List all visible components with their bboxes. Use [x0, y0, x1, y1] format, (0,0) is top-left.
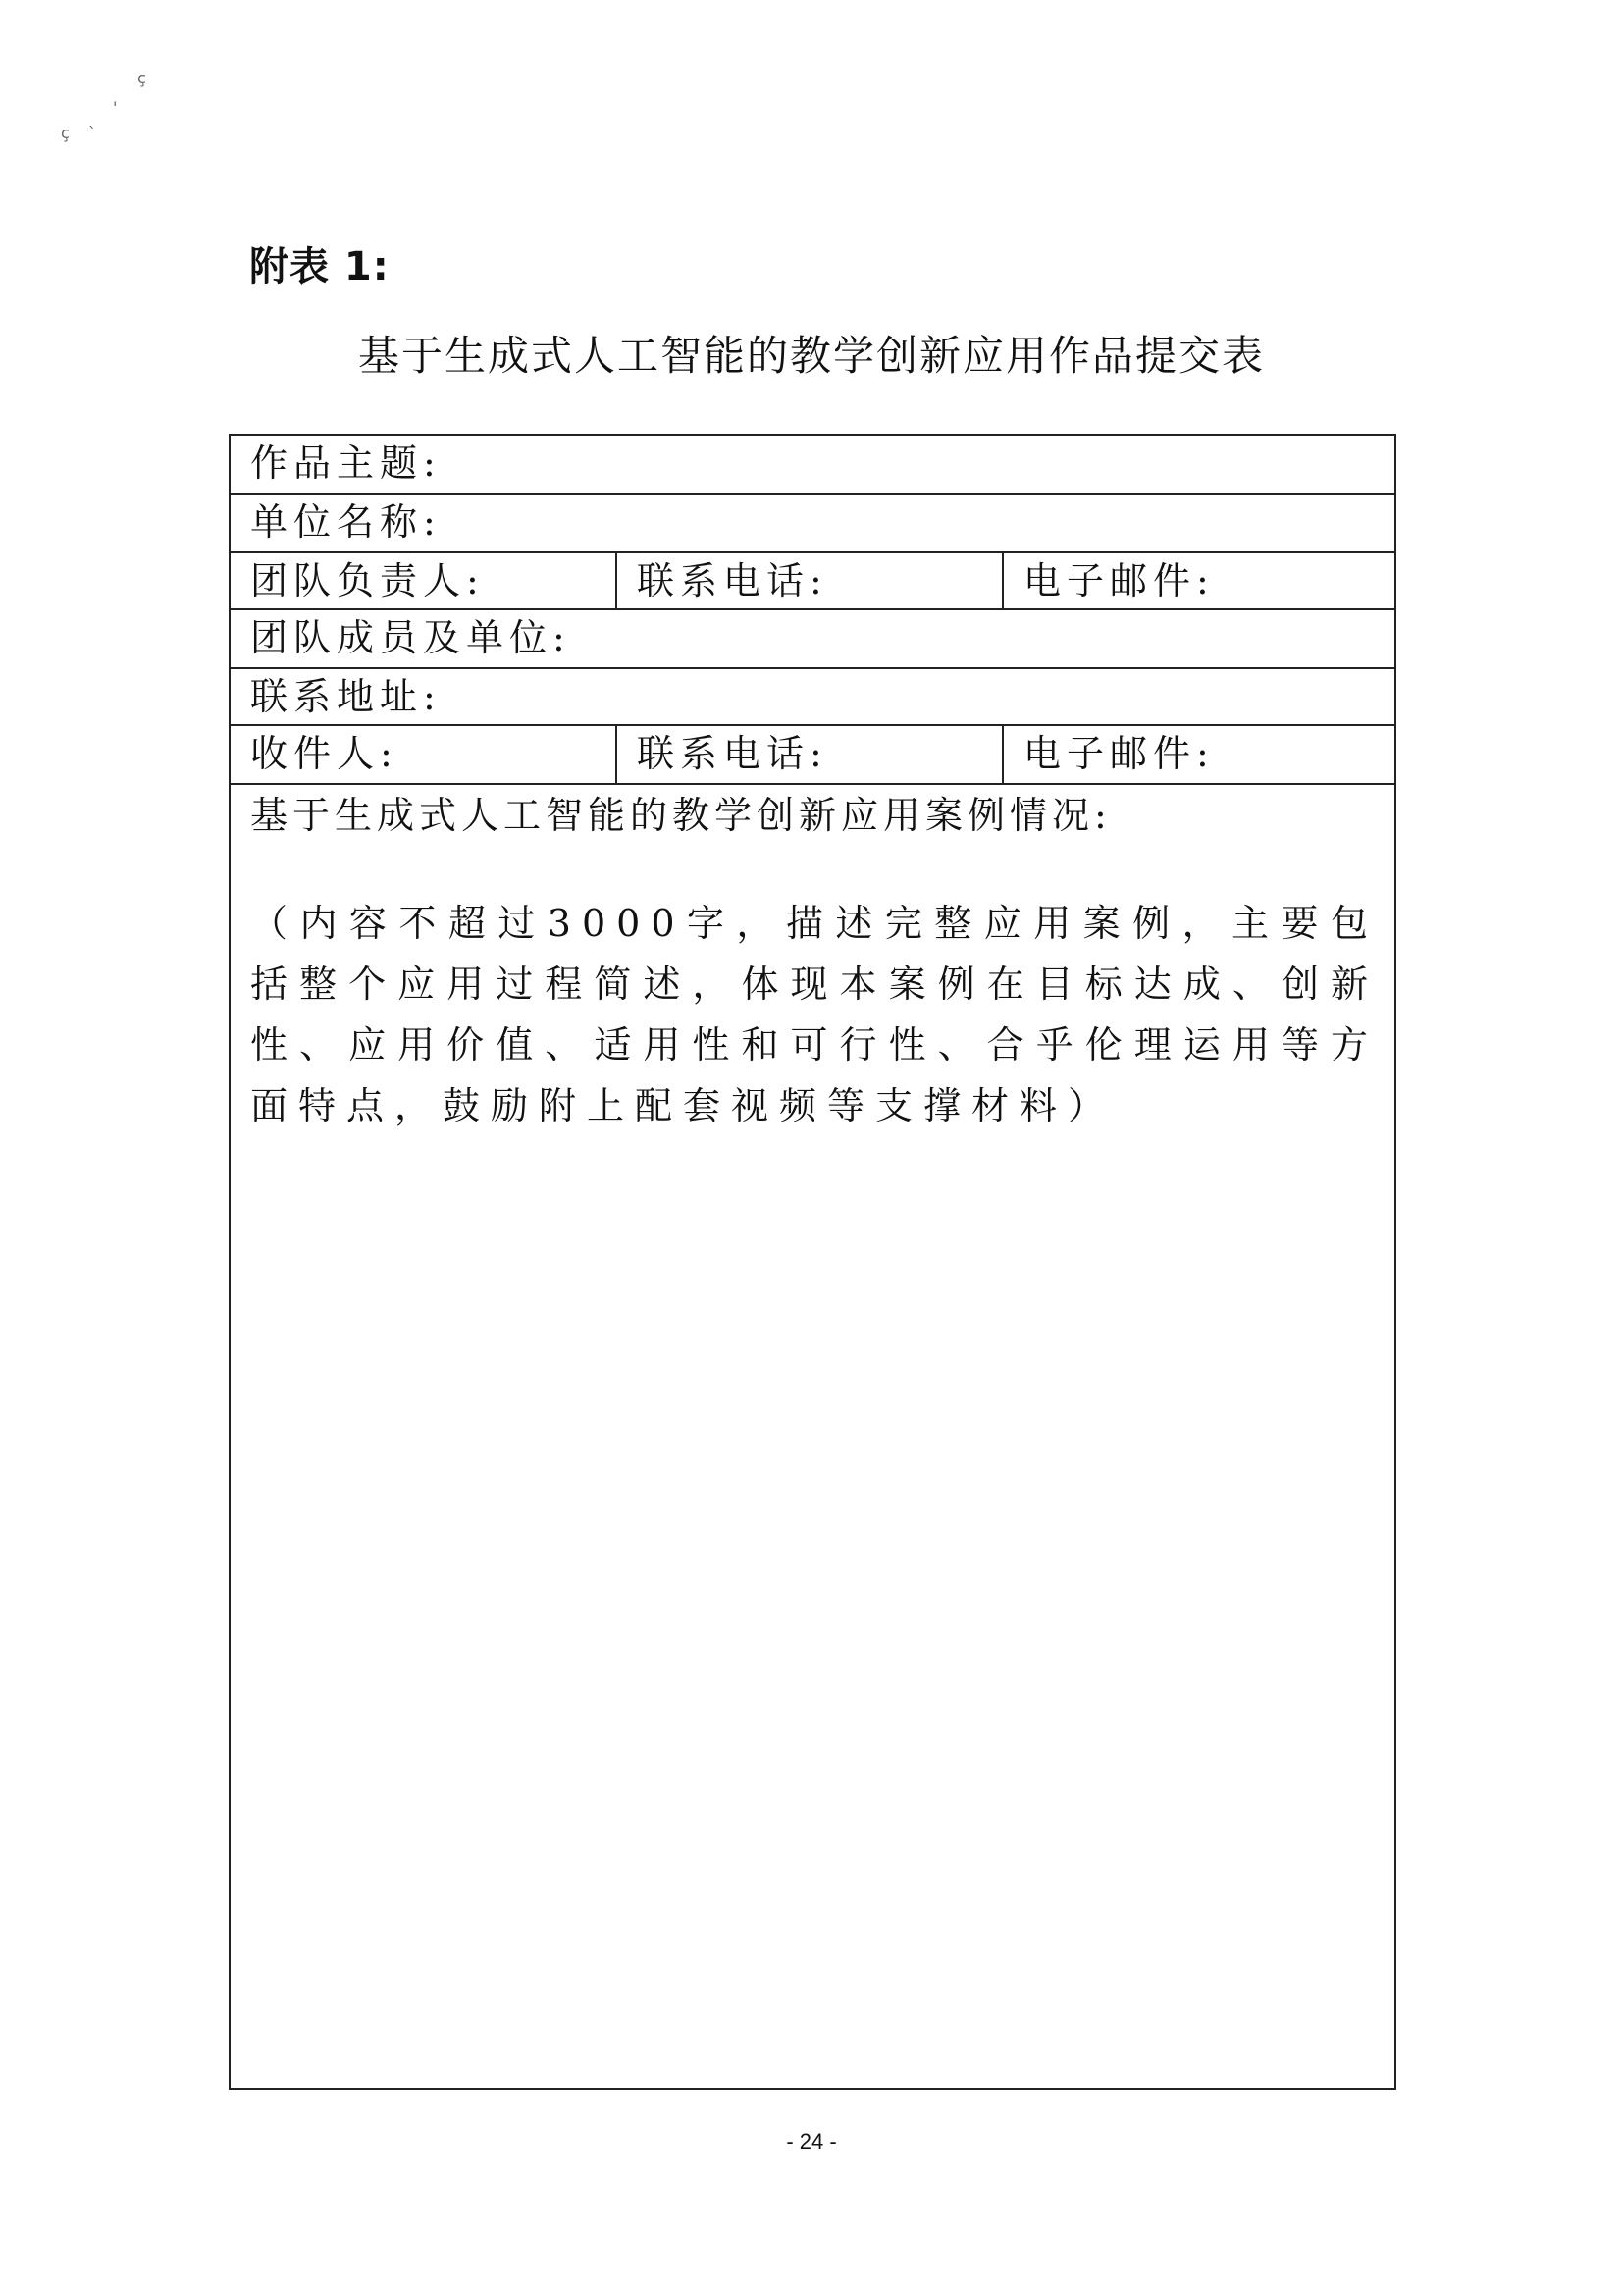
row-team-members — [231, 610, 1394, 669]
case-description-cell — [231, 785, 1394, 2088]
contact-phone-label: 联系电话: — [615, 553, 1002, 608]
appendix-label: 附表 1: — [249, 244, 390, 289]
team-members-label: 团队成员及单位: — [250, 616, 571, 659]
row-contact-address — [231, 669, 1394, 726]
row-team-leader — [231, 553, 1394, 610]
submission-form-table — [229, 434, 1396, 2090]
recipient-label: 收件人: — [250, 732, 398, 775]
scan-mark: ˎ — [88, 110, 96, 129]
page-number: - 24 - — [786, 2129, 837, 2154]
scan-mark: ' — [113, 98, 118, 117]
row-recipient — [231, 726, 1394, 785]
case-instructions: （内容不超过3000字，描述完整应用案例，主要包括整个应用过程简述，体现本案例在目标达成、创新性、应用价值、适用性和可行性、合乎伦理运用等方面特点，鼓励附上配套视频等支撑材料） — [250, 902, 1379, 1127]
case-heading: 基于生成式人工智能的教学创新应用案例情况: — [250, 794, 1112, 837]
document-title: 基于生成式人工智能的教学创新应用作品提交表 — [357, 332, 1265, 380]
row-unit-name — [231, 495, 1394, 553]
team-leader-label: 团队负责人: — [250, 559, 485, 602]
row-work-topic — [231, 436, 1394, 495]
scan-mark: ҫ — [61, 124, 70, 142]
recipient-phone-label: 联系电话: — [615, 726, 1002, 783]
contact-address-label: 联系地址: — [250, 675, 442, 718]
recipient-email-label: 电子邮件: — [1002, 726, 1394, 783]
scan-mark: ҫ — [137, 69, 146, 87]
email-label: 电子邮件: — [1002, 553, 1394, 608]
work-topic-label: 作品主题: — [250, 442, 442, 485]
unit-name-label: 单位名称: — [250, 500, 442, 544]
